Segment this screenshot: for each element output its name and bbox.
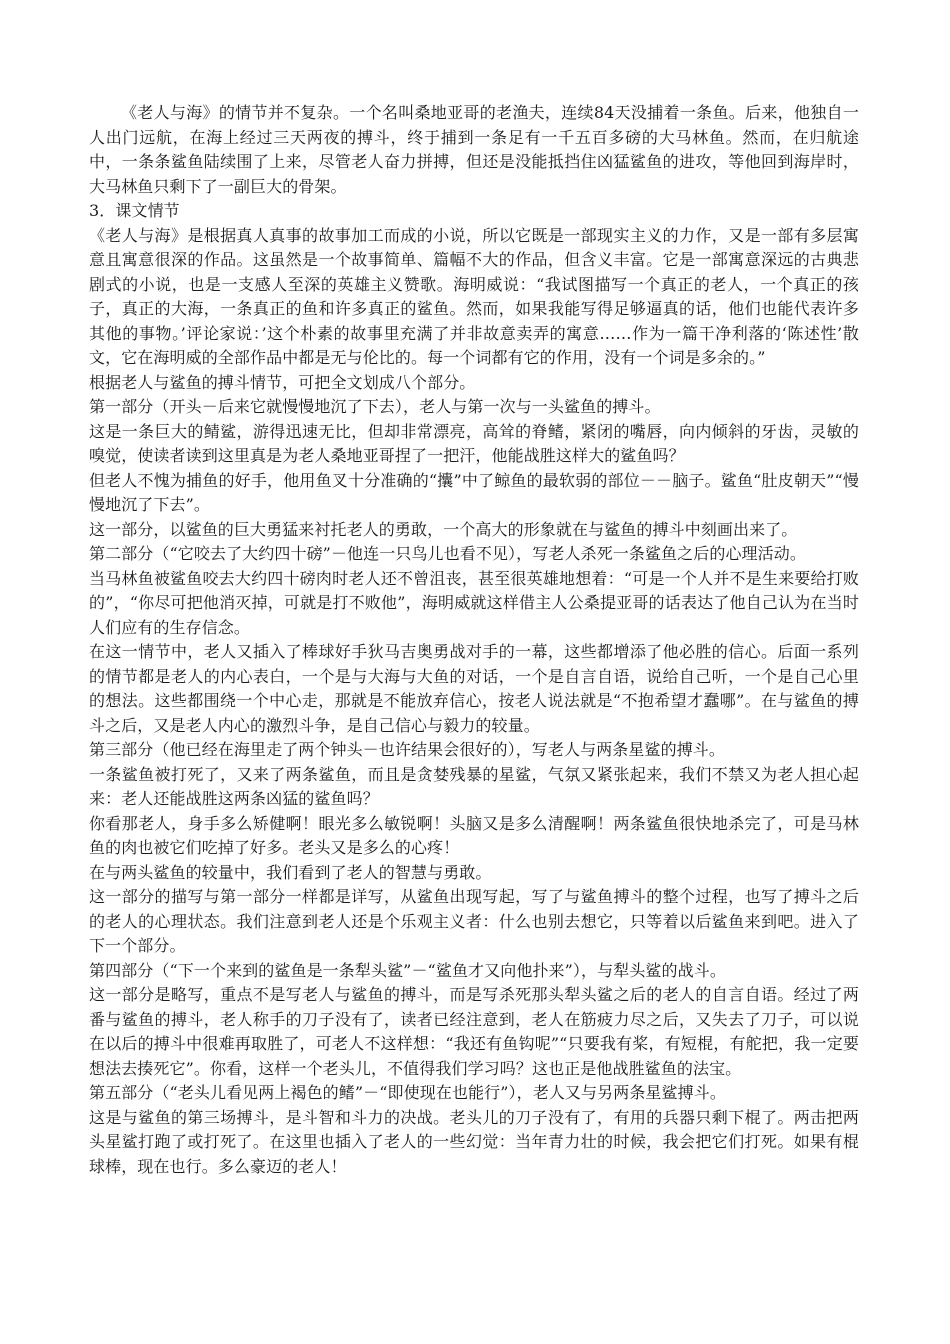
paragraph: 第五部分（“老头儿看见两上褐色的鳍”－“即使现在也能行”），老人又与另两条星鲨搏斗。: [89, 1083, 726, 1102]
document-body: [89, 101, 859, 1179]
paragraph: 第一部分（开头－后来它就慢慢地沉了下去），老人与第一次与一头鲨鱼的搏斗。: [89, 397, 661, 416]
paragraph: 《老人与海》是根据真人真事的故事加工而成的小说，所以它既是一部现实主义的力作，又是一部有多层寓意且寓意很深的作品。这虽然是一个故事简单、篇幅不大的作品，但含义丰富。它是一部寓意深远的古典悲剧式的小说，也是一支感人至深的英雄主义赞歌。海明威说：“我试图描写一个真正的老人，一个真正的孩子，真正的大海，一条真正的鱼和许多真正的鲨鱼。然而，如果我能写得足够逼真的话，他们也能代表许多其他的事物。’评论家说：’这个朴素的故事里充满了并非故意卖弄的寓意……作为一篇干净利落的‘陈述性’散文，它在海明威的全部作品中都是无与伦比的。每一个词都有它的作用，没有一个词是多余的。”: [89, 225, 859, 367]
paragraph: 当马林鱼被鲨鱼咬去大约四十磅肉时老人还不曾沮丧，甚至很英雄地想着：“可是一个人并不是生来要给打败的”，“你尽可把他消灭掉，可就是打不败他”，海明威就这样借主人公桑提亚哥的话表达了他自己认为在当时人们应有的生存信念。: [89, 568, 859, 637]
section-heading: 3．课文情节: [89, 201, 180, 220]
paragraph: 在与两头鲨鱼的较量中，我们看到了老人的智慧与勇敢。: [89, 862, 492, 882]
paragraph: 这一部分的描写与第一部分一样都是详写，从鲨鱼出现写起，写了与鲨鱼搏斗的整个过程，也写了搏斗之后的老人的心理状态。我们注意到老人还是个乐观主义者：什么也别去想它，只等着以后鲨鱼来到吧。进入了下一个部分。: [89, 887, 859, 955]
paragraph: 你看那老人，身手多么矫健啊！眼光多么敏锐啊！头脑又是多么清醒啊！两条鲨鱼很快地杀完了，可是马林鱼的肉也被它们吃掉了好多。老头又是多么的心疼！: [89, 813, 859, 857]
paragraph: 根据老人与鲨鱼的搏斗情节，可把全文划成八个部分。: [89, 372, 476, 392]
paragraph: 第三部分（他已经在海里走了两个钟头－也许结果会很好的），写老人与两条星鲨的搏斗。: [89, 740, 726, 759]
paragraph: 这是与鲨鱼的第三场搏斗，是斗智和斗力的决战。老头儿的刀子没有了，有用的兵器只剩下棍了。两击把两头星鲨打跑了或打死了。在这里也插入了老人的一些幻觉：当年青力壮的时候，我会把它们打死。如果有棍球棒，现在也行。多么豪迈的老人！: [89, 1107, 859, 1176]
paragraph-intro: 《老人与海》的情节并不复杂。一个名叫桑地亚哥的老渔夫，连续84天没捕着一条鱼。后来，他独自一人出门远航，在海上经过三天两夜的搏斗，终于捕到一条足有一千五百多磅的大马林鱼。然而，在归航途中，一条条鲨鱼陆续围了上来，尽管老人奋力拼搏，但还是没能抵挡住凶猛鲨鱼的进攻，等他回到海岸时，大马林鱼只剩下了一副巨大的骨架。: [89, 103, 859, 196]
paragraph: 第二部分（“它咬去了大约四十磅”－他连一只鸟儿也看不见），写老人杀死一条鲨鱼之后的心理活动。: [89, 544, 806, 563]
paragraph: 这一部分是略写，重点不是写老人与鲨鱼的搏斗，而是写杀死那头犁头鲨之后的老人的自言自语。经过了两番与鲨鱼的搏斗，老人称手的刀子没有了，读者已经注意到，老人在筋疲力尽之后，又失去了刀子，可以说在以后的搏斗中很难再取胜了，可老人不这样想：“我还有鱼钩呢”“只要我有桨，有短棍，有舵把，我一定要想法去揍死它”。你看，这样一个老头儿，不值得我们学习吗？这也正是他战胜鲨鱼的法宝。: [89, 985, 859, 1078]
paragraph: 这是一条巨大的鲭鲨，游得迅速无比，但却非常漂亮，高耸的脊鳍，紧闭的嘴唇，向内倾斜的牙齿，灵敏的嗅觉，使读者读到这里真是为老人桑地亚哥捏了一把汗，他能战胜这样大的鲨鱼吗？: [89, 421, 859, 465]
paragraph: 这一部分，以鲨鱼的巨大勇猛来衬托老人的勇敢，一个高大的形象就在与鲨鱼的搏斗中刻画出来了。: [89, 519, 798, 539]
paragraph: 但老人不愧为捕鱼的好手，他用鱼叉十分准确的“攮”中了鲸鱼的最软弱的部位－－脑子。鲨鱼“肚皮朝天”“慢慢地沉了下去”。: [89, 470, 859, 514]
paragraph: 第四部分（“下一个来到的鲨鱼是一条犁头鲨”－“鲨鱼才又向他扑来”），与犁头鲨的战斗。: [89, 960, 726, 980]
paragraph: 在这一情节中，老人又插入了棒球好手狄马吉奥勇战对手的一幕，这些都增添了他必胜的信心。后面一系列的情节都是老人的内心表白，一个是与大海与大鱼的对话，一个是自言自语，说给自己听，一个是自己心里的想法。这些都围绕一个中心走，那就是不能放弃信心，按老人说法就是“不抱希望才蠢哪”。在与鲨鱼的搏斗之后，又是老人内心的激烈斗争，是自己信心与毅力的较量。: [89, 642, 859, 735]
paragraph: 一条鲨鱼被打死了，又来了两条鲨鱼，而且是贪婪残暴的星鲨，气氛又紧张起来，我们不禁又为老人担心起来：老人还能战胜这两条凶猛的鲨鱼吗？: [89, 764, 859, 808]
